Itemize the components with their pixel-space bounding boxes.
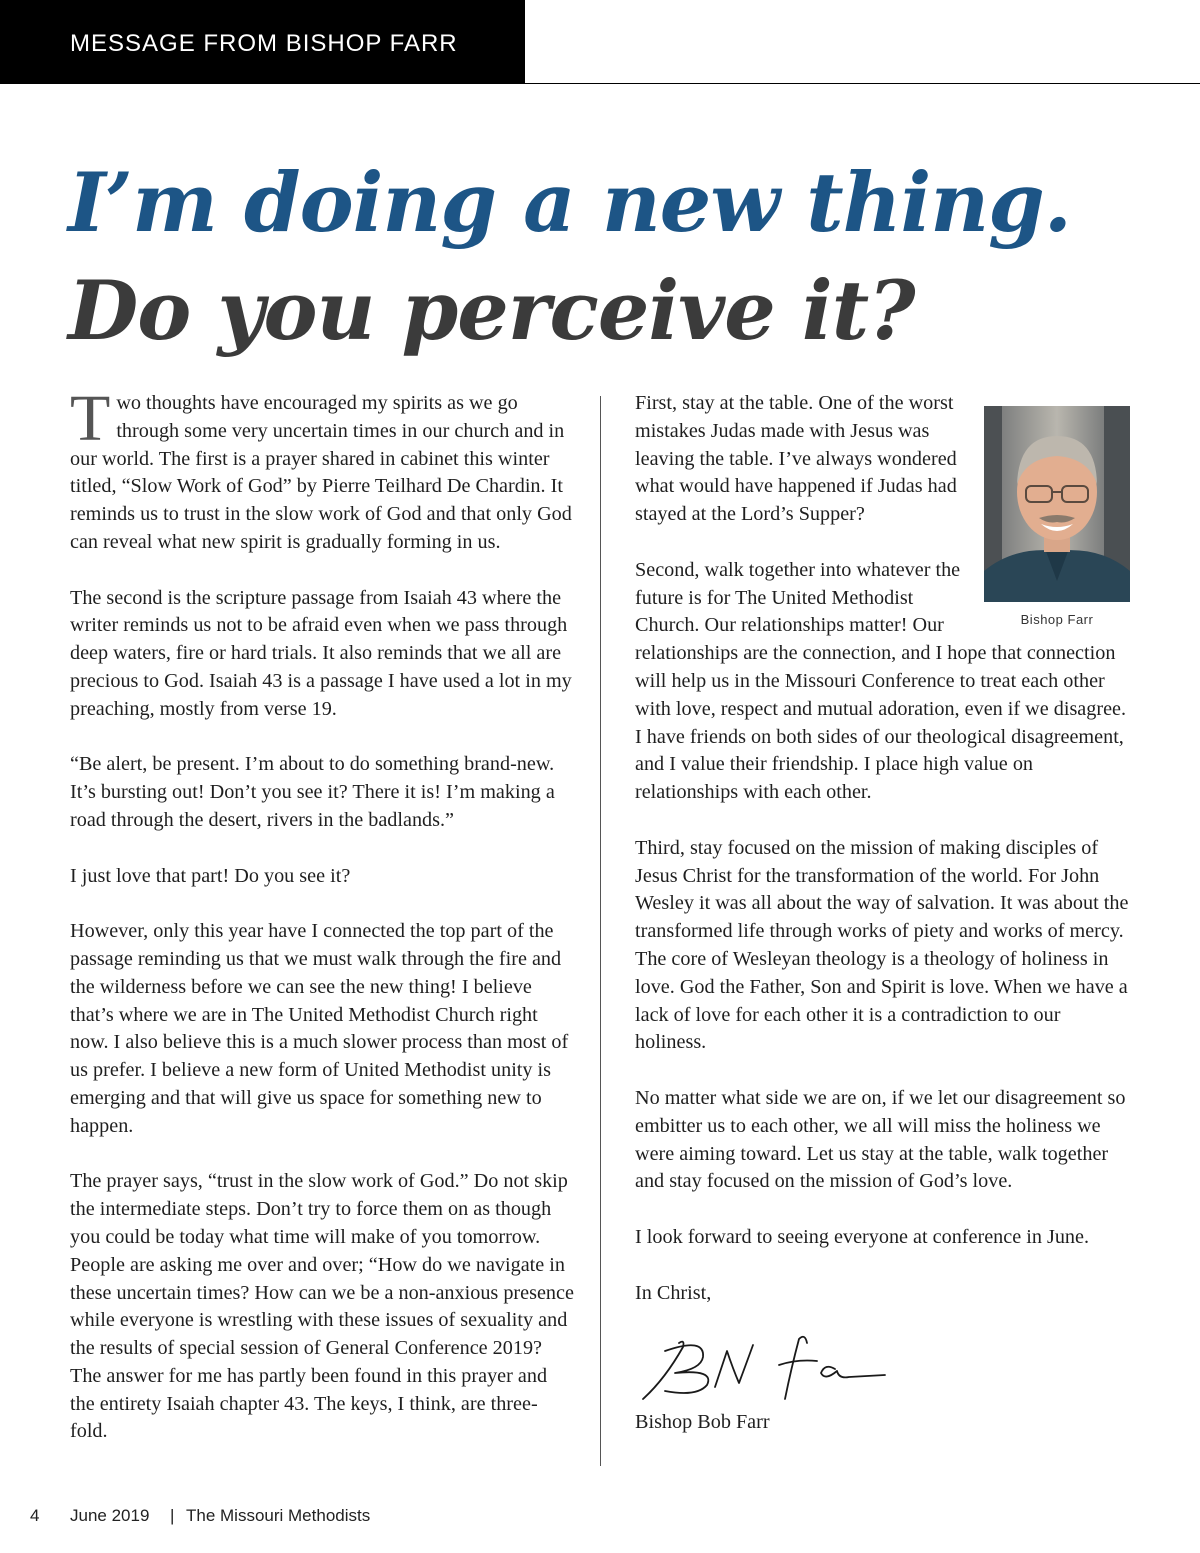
- section-header-label: MESSAGE FROM BISHOP FARR: [70, 30, 458, 57]
- photo-caption: Bishop Farr: [1020, 612, 1094, 627]
- publication-name: The Missouri Methodists: [186, 1506, 371, 1525]
- paragraph: Third, stay focused on the mission of making disciples of Jesus Christ for the transformation of the world. For John Wesley it was all about the way of salvation. It was about the transformed life through works of piety and works of mercy. The core of Wesleyan theology is a theology of holiness in love. God the Father, Son and Spirit is love. When we have a lack of love for each other it is a contradiction to our holiness.: [635, 836, 1129, 1054]
- paragraph: [70, 382, 575, 557]
- closing: In Christ,: [635, 1281, 712, 1304]
- title-line-1: I’m doing a new thing.: [68, 156, 1071, 251]
- signer-name: Bishop Bob Farr: [635, 1411, 770, 1434]
- page-number: 4: [30, 1506, 40, 1525]
- paragraph: Second, walk together into whatever the future is for The United Methodist Church. Our relationships matter! Our relationships are the connection, and I hope that connection will help us in the Missouri Conference to treat each other with love, respect and mutual adoration, even if we disagree. I have friends on both sides of our theological disagreement, and I value their friendship. I place high value on relationships with each other.: [635, 558, 1127, 804]
- header-rule: [525, 83, 1200, 84]
- paragraph-text: wo thoughts have encouraged my spirits as we go through some very uncertain times in our church and in our world. The first is a prayer shared in cabinet this winter titled, “Slow Work of God” by Pierre Teilhard De Chardin. It reminds us to trust in the slow work of God and that only God can reveal what new spirit is gradually forming in us.: [70, 392, 572, 553]
- paragraph: “Be alert, be present. I’m about to do something brand-new. It’s bursting out! Don’t you see it? There it is! I’m making a road through the desert, rivers in the badlands.”: [70, 753, 555, 831]
- drop-cap: T: [70, 382, 111, 455]
- author-photo-block: [984, 406, 1130, 627]
- section-header-bar: [0, 0, 525, 84]
- issue-date: June 2019: [70, 1506, 150, 1525]
- left-column: [70, 382, 575, 1474]
- column-divider: [600, 396, 601, 1466]
- paragraph: I look forward to seeing everyone at conference in June.: [635, 1225, 1090, 1248]
- title-line-2: Do you perceive it?: [68, 264, 915, 359]
- paragraph: However, only this year have I connected the top part of the passage reminding us that we must walk through the fire and the wilderness before we can see the new thing! I believe that’s where we are in The United Methodist Church right now. I also believe this is a much slower process than most of us prefer. I believe a new form of United Methodist unity is emerging and that will give us space for something new to happen.: [70, 920, 569, 1137]
- paragraph: The prayer says, “trust in the slow work of God.” Do not skip the intermediate steps. Don’t try to force them on as though you could be today what time will make of you tomorrow. People are asking me over and over; “How do we navigate in these uncertain times? How can we be a non-anxious presence while everyone is wrestling with these issues of sexuality and the results of special session of General Conference 2019? The answer for me has partly been found in this prayer and the entirety Isaiah chapter 43. The keys, I think, are three-fold.: [70, 1170, 574, 1443]
- author-photo: [984, 406, 1130, 602]
- paragraph: I just love that part! Do you see it?: [70, 864, 351, 887]
- paragraph: First, stay at the table. One of the worst mistakes Judas made with Jesus was leaving the table. I’ve always wondered what would have happened if Judas had stayed at the Lord’s Supper?: [635, 392, 957, 526]
- paragraph: The second is the scripture passage from Isaiah 43 where the writer reminds us not to be afraid even when we pass through deep waters, fire or hard trials. It also reminds that we all are precious to God. Isaiah 43 is a passage I have used a lot in my preaching, mostly from verse 19.: [70, 586, 572, 720]
- right-column: [635, 390, 1135, 1465]
- article-title: [68, 150, 1071, 366]
- footer-separator: |: [170, 1506, 175, 1525]
- handwritten-signature: [635, 1329, 895, 1407]
- paragraph: No matter what side we are on, if we let our disagreement so embitter us to each other, we all will miss the holiness we were aiming toward. Let us stay at the table, walk together and stay focused on the mission of God’s love.: [635, 1086, 1126, 1193]
